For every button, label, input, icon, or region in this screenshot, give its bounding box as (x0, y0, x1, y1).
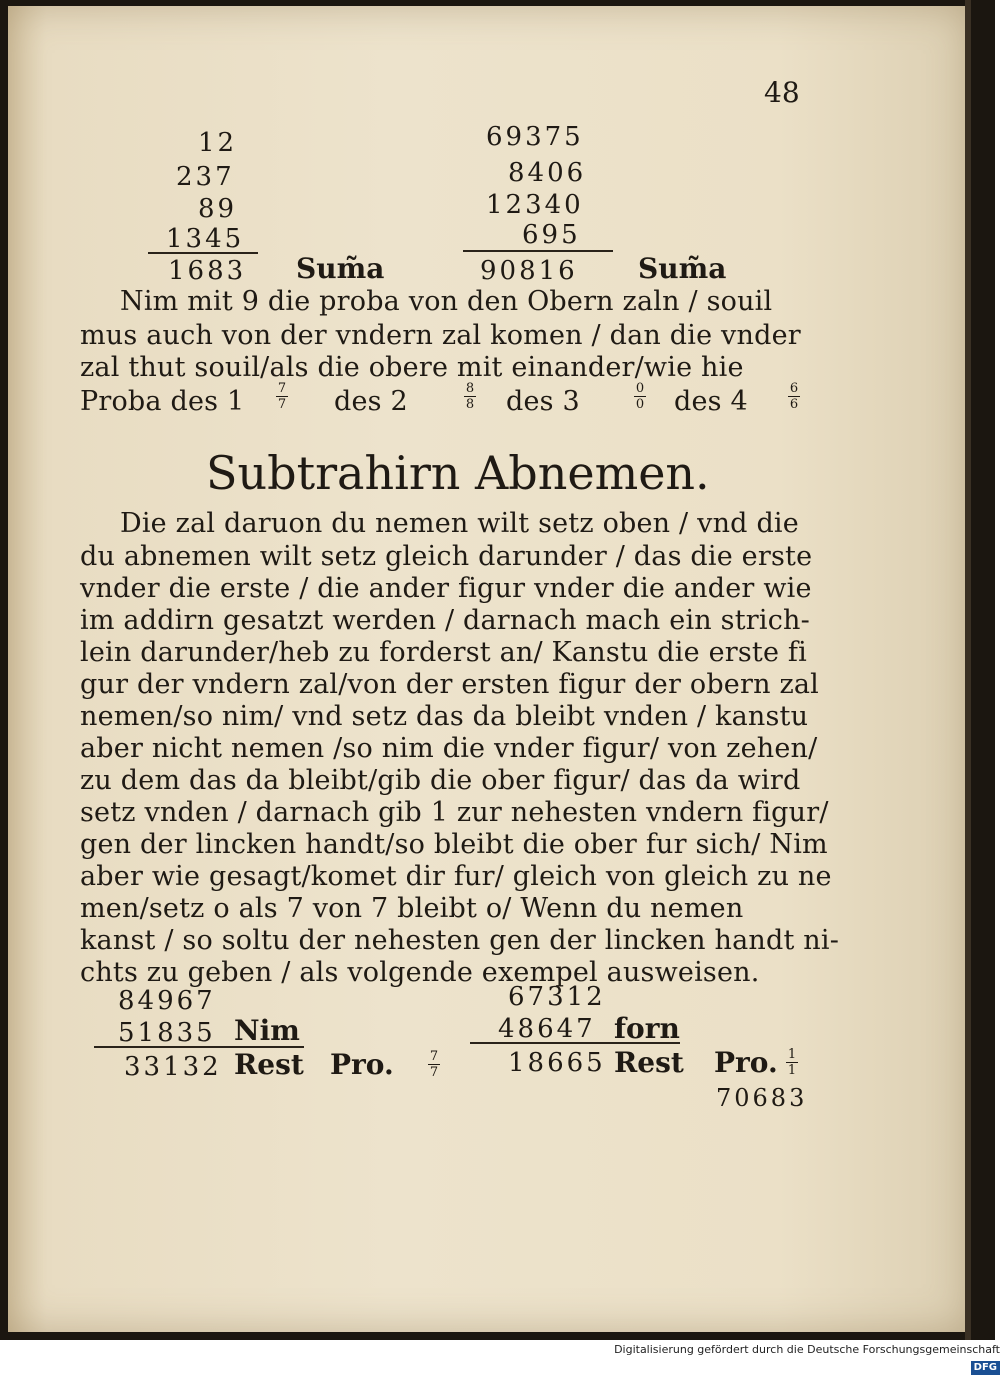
addition-right-number-1: 69375 (486, 122, 584, 152)
subtraction-left-proof-label: Pro. (330, 1048, 394, 1081)
subtraction-right-proof-fraction (786, 1048, 798, 1077)
subtraction-right-top: 67312 (508, 982, 606, 1012)
proof-text-line-1: Nim mit 9 die proba von den Obern zaln / souil (120, 286, 773, 317)
addition-right-number-3: 12340 (486, 190, 584, 220)
body-line-6: gur der vndern zal/von der ersten figur der obern zal (80, 669, 820, 700)
addition-right-label: Sum̃a (638, 252, 727, 285)
digitization-footer (600, 1341, 1000, 1373)
proba-fraction-2 (464, 382, 476, 411)
subtraction-left-proof-fraction (428, 1050, 440, 1079)
subtraction-right-result-label: Rest (614, 1046, 684, 1079)
proba-label: Proba des 1 (80, 386, 245, 417)
proba-fraction-3-bottom: 0 (635, 397, 645, 412)
proba-fraction-2-top: 8 (465, 381, 475, 396)
body-line-2: du abnemen wilt setz gleich darunder / das die erste (80, 541, 813, 572)
addition-right-sum-rule (463, 250, 613, 252)
body-line-1: Die zal daruon du nemen wilt setz oben / vnd die (120, 508, 799, 539)
subtraction-left-proof-frac-top: 7 (429, 1049, 439, 1064)
body-line-4: im addirn gesatzt werden / darnach mach ein strich- (80, 605, 810, 636)
subtraction-right-result: 18665 (508, 1048, 606, 1078)
addition-left-sum-rule (148, 252, 258, 254)
proba-fraction-4 (788, 382, 800, 411)
body-line-9: zu dem das da bleibt/gib die ober figur/ das da wird (80, 765, 801, 796)
subtraction-left-bottom-label: Nim (234, 1014, 300, 1047)
proba-item-2-after: des 3 (506, 386, 580, 417)
body-line-14: kanst / so soltu der nehesten gen der lincken handt ni- (80, 925, 840, 956)
addition-left-label: Sum̃a (296, 252, 385, 285)
proba-fraction-4-bottom: 6 (789, 397, 799, 412)
subtraction-left-result-label: Rest (234, 1048, 304, 1081)
footer-text: Digitalisierung gefördert durch die Deutsche Forschungsgemeinschaft (614, 1343, 1000, 1356)
body-line-5: lein darunder/heb zu forderst an/ Kanstu die erste fi (80, 637, 807, 668)
proba-fraction-1 (276, 382, 288, 411)
proba-fraction-1-top: 7 (277, 381, 287, 396)
proof-text-line-2: mus auch von der vndern zal komen / dan die vnder (80, 320, 801, 351)
addition-left-total: 1683 (168, 256, 247, 286)
proba-fraction-1-bottom: 7 (277, 397, 287, 412)
subtraction-right-extra: 70683 (716, 1084, 808, 1112)
section-title: Subtrahirn Abnemen. (206, 446, 710, 500)
proba-fraction-3-top: 0 (635, 381, 645, 396)
addition-left-number-4: 1345 (166, 224, 245, 254)
subtraction-right-proof-frac-top: 1 (787, 1047, 797, 1062)
proof-text-line-3: zal thut souil/als die obere mit einander/wie hie (80, 352, 744, 383)
proba-item-1-after: des 2 (334, 386, 408, 417)
page-edge-shadow (965, 0, 971, 1340)
subtraction-left-proof-frac-bottom: 7 (429, 1065, 439, 1080)
proba-item-3-after: des 4 (674, 386, 748, 417)
subtraction-right-bottom-label: forn (614, 1012, 680, 1045)
body-line-10: setz vnden / darnach gib 1 zur nehesten vndern figur/ (80, 797, 829, 828)
dfg-logo: DFG (971, 1361, 1000, 1375)
page-number: 48 (764, 76, 800, 109)
subtraction-left-bottom: 51835 (118, 1018, 216, 1048)
proba-fraction-3 (634, 382, 646, 411)
body-line-15: chts zu geben / als volgende exempel ausweisen. (80, 957, 760, 988)
proba-fraction-4-top: 6 (789, 381, 799, 396)
body-line-13: men/setz o als 7 von 7 bleibt o/ Wenn du nemen (80, 893, 744, 924)
body-line-11: gen der lincken handt/so bleibt die ober fur sich/ Nim (80, 829, 828, 860)
subtraction-right-proof-label: Pro. (714, 1046, 778, 1079)
addition-right-total: 90816 (480, 256, 578, 286)
body-line-8: aber nicht nemen /so nim die vnder figur/ von zehen/ (80, 733, 818, 764)
addition-left-number-3: 89 (198, 194, 238, 224)
subtraction-right-bottom: 48647 (498, 1014, 596, 1044)
addition-right-number-2: 8406 (508, 158, 587, 188)
body-line-7: nemen/so nim/ vnd setz das da bleibt vnden / kanstu (80, 701, 809, 732)
book-page (8, 6, 970, 1332)
subtraction-left-top: 84967 (118, 986, 216, 1016)
proba-fraction-2-bottom: 8 (465, 397, 475, 412)
body-line-12: aber wie gesagt/komet dir fur/ gleich von gleich zu ne (80, 861, 832, 892)
addition-left-number-2: 237 (176, 162, 235, 192)
addition-right-number-4: 695 (522, 220, 581, 250)
addition-left-number-1: 12 (198, 128, 238, 158)
subtraction-left-result: 33132 (124, 1052, 222, 1082)
subtraction-right-rule (470, 1042, 680, 1044)
subtraction-right-proof-frac-bottom: 1 (787, 1063, 797, 1078)
body-line-3: vnder die erste / die ander figur vnder die ander wie (80, 573, 812, 604)
